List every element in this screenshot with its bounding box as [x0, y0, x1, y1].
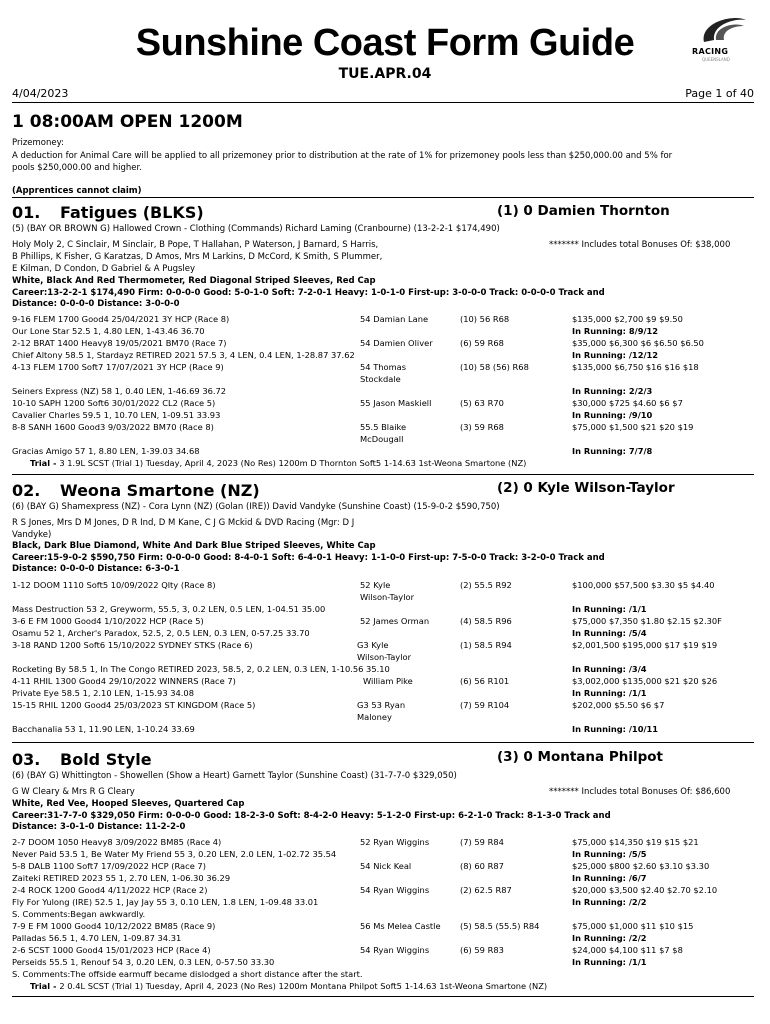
run-jockey: 55 Jason Maskiell [360, 398, 432, 408]
run-jockey: McDougall [360, 434, 404, 444]
silks-colours: White, Black And Red Thermometer, Red Diagonal Striped Sleeves, Red Cap [12, 276, 376, 286]
run-jockey: 52 Ryan Wiggins [360, 837, 430, 847]
horse-divider [12, 742, 754, 743]
run-line: 2-12 BRAT 1400 Heavy8 19/05/2021 BM70 (Race 7) [12, 338, 227, 348]
race-title: 1 08:00AM OPEN 1200M [12, 112, 243, 132]
run-prize: $75,000 $14,350 $19 $15 $21 [572, 837, 699, 847]
run-barrier: (4) 58.5 R96 [460, 616, 512, 626]
run-barrier: (6) 59 R83 [460, 945, 504, 955]
run-result: Palladas 56.5 1, 4.70 LEN, 1-09.87 34.31 [12, 933, 182, 943]
run-prize: $25,000 $800 $2.60 $3.10 $3.30 [572, 861, 710, 871]
career-stats: Distance: 0-0-0-0 Distance: 3-0-0-0 [12, 299, 180, 309]
horse-number: 02. [12, 481, 41, 500]
deduction-text-1: A deduction for Animal Care will be applied to all prizemoney prior to distribution at the rate of 1% for prizemoney pools less than $250,000.00 and 5% for [12, 151, 673, 161]
run-result: Perseids 55.5 1, Renouf 54 3, 0.20 LEN, 0.3 LEN, 0-57.50 33.30 [12, 957, 275, 967]
prizemoney-label: Prizemoney: [12, 138, 64, 148]
owners-line: R S Jones, Mrs D M Jones, D R Ind, D M Kane, C J G Mckid & DVD Racing (Mgr: D J [12, 518, 355, 528]
run-barrier: (10) 58 (56) R68 [460, 362, 529, 372]
run-jockey: 54 Nick Keal [360, 861, 412, 871]
trial-text: 3 1.9L SCST (Trial 1) Tuesday, April 4, 2023 (No Res) 1200m D Thornton Soft5 1-14.63 1st-Weona Smartone (NZ) [59, 458, 527, 468]
silks-colours: White, Red Vee, Hooped Sleeves, Quartered Cap [12, 799, 245, 809]
run-barrier: (5) 63 R70 [460, 398, 504, 408]
run-in-running: In Running: /10/11 [572, 724, 659, 734]
meeting-date-heading: TUE.APR.04 [338, 66, 432, 82]
career-stats: Career:31-7-7-0 $329,050 Firm: 0-0-0-0 Good: 18-2-3-0 Soft: 8-4-2-0 Heavy: 5-1-2-0 First-up: 6-2-1-0 Track: 8-1-3-0 Track and [12, 811, 611, 821]
owners-line: B Phillips, K Fisher, G Karatzas, D Amos, Mrs M Larkins, D McCord, K Smith, S Plummer, [12, 252, 383, 262]
run-line: 2-7 DOOM 1050 Heavy8 3/09/2022 BM85 (Race 4) [12, 837, 222, 847]
run-barrier: (7) 59 R104 [460, 700, 510, 710]
breeding-line: (6) (BAY G) Shamexpress (NZ) - Cora Lynn (NZ) (Golan (IRE)) David Vandyke (Sunshine Coast) (15-9-0-2 $590,750) [12, 502, 500, 512]
career-stats: Distance: 0-0-0-0 Distance: 6-3-0-1 [12, 564, 180, 574]
run-jockey: 54 Damian Lane [360, 314, 429, 324]
run-prize: $202,000 $5.50 $6 $7 [572, 700, 665, 710]
run-barrier: (7) 59 R84 [460, 837, 504, 847]
run-jockey: G3 53 Ryan [357, 700, 406, 710]
run-prize: $75,000 $1,000 $11 $10 $15 [572, 921, 694, 931]
run-line: 10-10 SAPH 1200 Soft6 30/01/2022 CL2 (Race 5) [12, 398, 216, 408]
run-jockey: 54 Damien Oliver [360, 338, 433, 348]
run-in-running: In Running: /3/4 [572, 664, 647, 674]
breeding-line: (6) (BAY G) Whittington - Showellen (Show a Heart) Garnett Taylor (Sunshine Coast) (31-7-7-0 $329,050) [12, 771, 457, 781]
run-in-running: In Running: /2/2 [572, 933, 647, 943]
horse-name: Bold Style [60, 750, 152, 769]
run-prize: $2,001,500 $195,000 $17 $19 $19 [572, 640, 718, 650]
trial-label: Trial - [30, 981, 60, 991]
run-in-running: In Running: /1/1 [572, 604, 647, 614]
run-line: 2-6 SCST 1000 Good4 15/01/2023 HCP (Race 4) [12, 945, 211, 955]
run-prize: $24,000 $4,100 $11 $7 $8 [572, 945, 683, 955]
run-in-running: In Running: /5/5 [572, 849, 647, 859]
run-prize: $75,000 $7,350 $1.80 $2.15 $2.30F [572, 616, 722, 626]
owners-line: G W Cleary & Mrs R G Cleary [12, 787, 135, 797]
run-barrier: (3) 59 R68 [460, 422, 504, 432]
run-jockey: 52 James Orman [360, 616, 430, 626]
silks-colours: Black, Dark Blue Diamond, White And Dark Blue Striped Sleeves, White Cap [12, 541, 376, 551]
horse-number: 01. [12, 203, 41, 222]
run-result: Never Paid 53.5 1, Be Water My Friend 55 3, 0.20 LEN, 2.0 LEN, 1-02.72 35.54 [12, 849, 337, 859]
run-result: Osamu 52 1, Archer's Paradox, 52.5, 2, 0.5 LEN, 0.3 LEN, 0-57.25 33.70 [12, 628, 310, 638]
run-barrier: (1) 58.5 R94 [460, 640, 512, 650]
run-prize: $3,002,000 $135,000 $21 $20 $26 [572, 676, 718, 686]
bonus-note: ******* Includes total Bonuses Of: $86,600 [549, 787, 731, 797]
breeding-line: (5) (BAY OR BROWN G) Hallowed Crown - Clothing (Commands) Richard Laming (Cranbourne) (13-2-2-1 $174,490) [12, 224, 500, 234]
trial-label: Trial - [30, 458, 60, 468]
run-result: Gracias Amigo 57 1, 8.80 LEN, 1-39.03 34.68 [12, 446, 200, 456]
run-barrier: (10) 56 R68 [460, 314, 510, 324]
run-line: 15-15 RHIL 1200 Good4 25/03/2023 ST KINGDOM (Race 5) [12, 700, 256, 710]
run-line: 4-11 RHIL 1300 Good4 29/10/2022 WINNERS (Race 7) [12, 676, 236, 686]
stewards-comment: S. Comments:The offside earmuff became dislodged a short distance after the start. [12, 969, 363, 979]
run-prize: $35,000 $6,300 $6 $6.50 $6.50 [572, 338, 704, 348]
run-result: Bacchanalia 53 1, 11.90 LEN, 1-10.24 33.69 [12, 724, 195, 734]
run-prize: $100,000 $57,500 $3.30 $5 $4.40 [572, 580, 715, 590]
run-line: 9-16 FLEM 1700 Good4 25/04/2021 3Y HCP (Race 8) [12, 314, 230, 324]
horse-name: Fatigues (BLKS) [60, 203, 204, 222]
run-barrier: (2) 62.5 R87 [460, 885, 512, 895]
run-in-running: In Running: 8/9/12 [572, 326, 659, 336]
run-prize: $75,000 $1,500 $21 $20 $19 [572, 422, 694, 432]
stewards-comment: S. Comments:Began awkwardly. [12, 909, 146, 919]
run-result: Seiners Express (NZ) 58 1, 0.40 LEN, 1-46.69 36.72 [12, 386, 227, 396]
career-stats: Distance: 3-0-1-0 Distance: 11-2-2-0 [12, 822, 186, 832]
run-in-running: In Running: /1/1 [572, 957, 647, 967]
owners-line: Holy Moly 2, C Sinclair, M Sinclair, B Pope, T Hallahan, P Waterson, J Barnard, S Harris, [12, 240, 379, 250]
run-line: 3-6 E FM 1000 Good4 1/10/2022 HCP (Race 5) [12, 616, 204, 626]
run-result: Private Eye 58.5 1, 2.10 LEN, 1-15.93 34.08 [12, 688, 194, 698]
horse-name: Weona Smartone (NZ) [60, 481, 260, 500]
run-result: Cavalier Charles 59.5 1, 10.70 LEN, 1-09.51 33.93 [12, 410, 221, 420]
run-result: Zaiteki RETIRED 2023 55 1, 2.70 LEN, 1-06.30 36.29 [12, 873, 231, 883]
page-number: Page 1 of 40 [685, 87, 754, 100]
run-barrier: (2) 55.5 R92 [460, 580, 512, 590]
run-line: 7-9 E FM 1000 Good4 10/12/2022 BM85 (Race 9) [12, 921, 216, 931]
run-in-running: In Running: /1/1 [572, 688, 647, 698]
run-jockey: 54 Ryan Wiggins [360, 885, 430, 895]
run-in-running: In Running: 2/2/3 [572, 386, 653, 396]
run-barrier: (8) 60 R87 [460, 861, 504, 871]
run-in-running: In Running: /9/10 [572, 410, 653, 420]
run-result: Rocketing By 58.5 1, In The Congo RETIRED 2023, 58.5, 2, 0.2 LEN, 0.3 LEN, 1-10.56 35.10 [12, 664, 390, 674]
run-line: 8-8 SANH 1600 Good3 9/03/2022 BM70 (Race 8) [12, 422, 214, 432]
bonus-note: ******* Includes total Bonuses Of: $38,000 [549, 240, 731, 250]
run-jockey: Wilson-Taylor [357, 652, 412, 662]
run-in-running: In Running: /2/2 [572, 897, 647, 907]
run-result: Chief Altony 58.5 1, Stardayz RETIRED 2021 57.5 3, 4 LEN, 0.4 LEN, 1-28.87 37.62 [12, 350, 355, 360]
run-prize: $135,000 $2,700 $9 $9.50 [572, 314, 683, 324]
trial-text: 2 0.4L SCST (Trial 1) Tuesday, April 4, 2023 (No Res) 1200m Montana Philpot Soft5 1-14.63 1st-Weona Smartone (NZ) [59, 981, 548, 991]
logo-text: RACING [692, 47, 729, 56]
run-jockey: 52 Kyle [360, 580, 391, 590]
owners-line: E Kilman, D Condon, D Gabriel & A Pugsley [12, 264, 196, 274]
run-result: Mass Destruction 53 2, Greyworm, 55.5, 3, 0.2 LEN, 0.5 LEN, 1-04.51 35.00 [12, 604, 326, 614]
race-divider [12, 197, 754, 198]
trial-line [30, 458, 526, 468]
owners-line: Vandyke) [12, 530, 52, 540]
horse-divider [12, 996, 754, 997]
barrier-jockey: (3) 0 Montana Philpot [497, 749, 663, 765]
page-title: Sunshine Coast Form Guide [135, 22, 635, 64]
barrier-jockey: (2) 0 Kyle Wilson-Taylor [497, 480, 675, 496]
trial-line [30, 981, 547, 991]
barrier-jockey: (1) 0 Damien Thornton [497, 203, 670, 219]
run-prize: $30,000 $725 $4.60 $6 $7 [572, 398, 683, 408]
run-result: Our Lone Star 52.5 1, 4.80 LEN, 1-43.46 36.70 [12, 326, 205, 336]
run-line: 3-18 RAND 1200 Soft6 15/10/2022 SYDNEY STKS (Race 6) [12, 640, 253, 650]
run-line: 5-8 DALB 1100 Soft7 17/09/2022 HCP (Race 7) [12, 861, 206, 871]
career-stats: Career:15-9-0-2 $590,750 Firm: 0-0-0-0 Good: 8-4-0-1 Soft: 6-4-0-1 Heavy: 1-1-0-0 First-up: 7-5-0-0 Track: 3-2-0-0 Track and [12, 553, 605, 563]
run-barrier: (6) 56 R101 [460, 676, 510, 686]
run-line: 4-13 FLEM 1700 Soft7 17/07/2021 3Y HCP (Race 9) [12, 362, 224, 372]
apprentices-note: (Apprentices cannot claim) [12, 186, 142, 196]
career-stats: Career:13-2-2-1 $174,490 Firm: 0-0-0-0 Good: 5-0-1-0 Soft: 7-2-0-1 Heavy: 1-0-1-0 First-up: 3-0-0-0 Track: 0-0-0-0 Track and [12, 288, 605, 298]
run-jockey: 55.5 Blaike [360, 422, 407, 432]
print-date: 4/04/2023 [12, 87, 69, 100]
run-jockey: Maloney [357, 712, 392, 722]
run-line: 1-12 DOOM 1110 Soft5 10/09/2022 Qlty (Race 8) [12, 580, 216, 590]
run-prize: $20,000 $3,500 $2.40 $2.70 $2.10 [572, 885, 718, 895]
run-jockey: 56 Ms Melea Castle [360, 921, 441, 931]
run-in-running: In Running: /6/7 [572, 873, 647, 883]
run-jockey: Wilson-Taylor [360, 592, 415, 602]
run-in-running: In Running: 7/7/8 [572, 446, 653, 456]
run-jockey: 54 Ryan Wiggins [360, 945, 430, 955]
run-jockey: G3 Kyle [357, 640, 389, 650]
run-barrier: (5) 58.5 (55.5) R84 [460, 921, 540, 931]
run-jockey: Stockdale [360, 374, 401, 384]
header-divider [12, 102, 754, 103]
horse-number: 03. [12, 750, 41, 769]
run-in-running: In Running: /12/12 [572, 350, 659, 360]
run-jockey: 54 Thomas [360, 362, 407, 372]
run-in-running: In Running: /5/4 [572, 628, 647, 638]
run-line: 2-4 ROCK 1200 Good4 4/11/2022 HCP (Race 2) [12, 885, 208, 895]
run-result: Fly For Yulong (IRE) 52.5 1, Jay Jay 55 3, 0.10 LEN, 1.8 LEN, 1-09.48 33.01 [12, 897, 319, 907]
run-barrier: (6) 59 R68 [460, 338, 504, 348]
deduction-text-2: pools $250,000.00 and higher. [12, 163, 142, 173]
run-prize: $135,000 $6,750 $16 $16 $18 [572, 362, 699, 372]
horse-divider [12, 474, 754, 475]
logo-subtext: QUEENSLAND [702, 57, 730, 62]
run-jockey: William Pike [363, 676, 413, 686]
